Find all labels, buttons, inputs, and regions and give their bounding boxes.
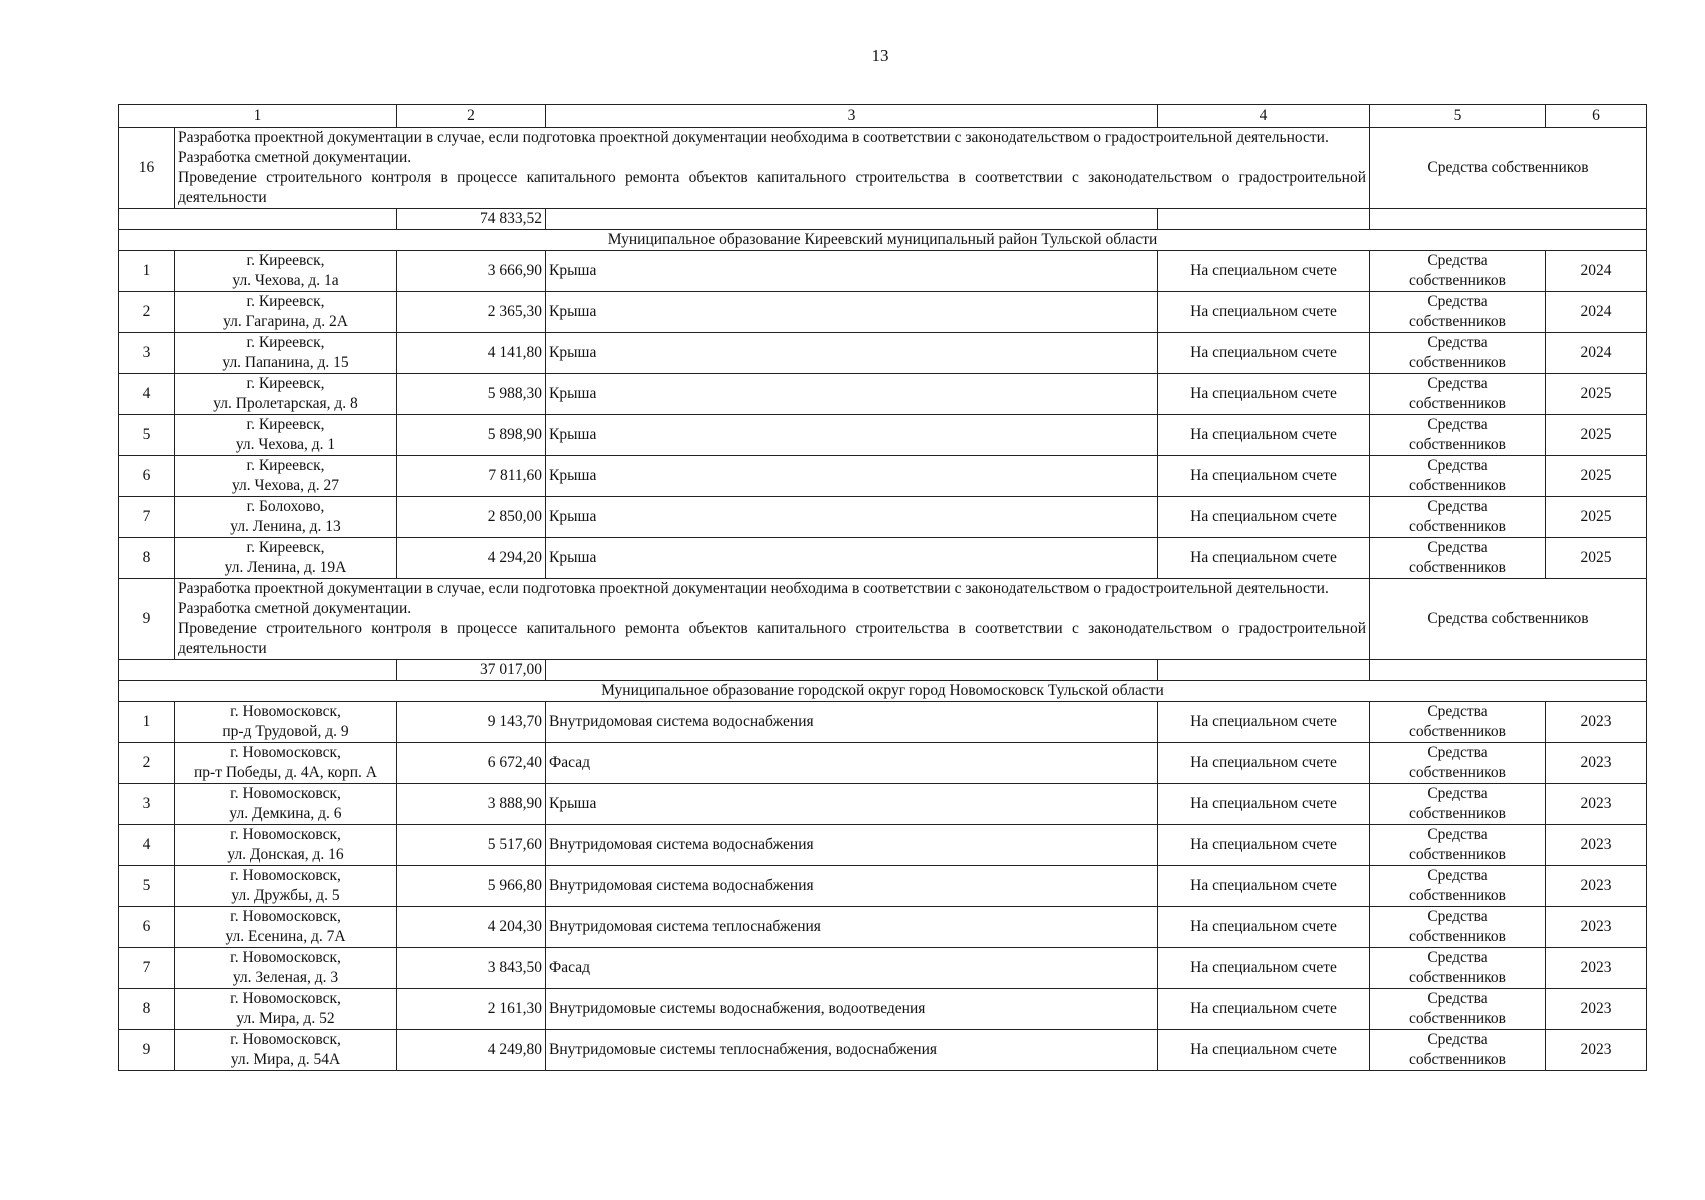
funding-line-2: собственников	[1409, 723, 1506, 740]
note-row	[119, 579, 1647, 660]
address-street: ул. Чехова, д. 1а	[232, 272, 339, 289]
total-empty-3	[546, 660, 1158, 681]
note-line: Проведение строительного контроля в процессе капитального ремонта объектов капитального строительства в соответствии с законодательством о градостроительной деятельности	[178, 169, 1366, 206]
funding-line-2: собственников	[1409, 969, 1506, 986]
funding-line-1: Средства	[1427, 990, 1488, 1007]
funding-source	[1370, 948, 1546, 989]
repair-year: 2023	[1546, 702, 1647, 743]
row-number: 2	[119, 743, 175, 784]
address-street: ул. Чехова, д. 27	[231, 477, 340, 494]
repair-year: 2024	[1546, 333, 1647, 374]
funding-source	[1370, 825, 1546, 866]
repair-year: 2023	[1546, 907, 1647, 948]
address-street: ул. Папанина, д. 15	[222, 354, 349, 371]
account-type: На специальном счете	[1158, 456, 1370, 497]
table-row	[119, 292, 1647, 333]
address-city: г. Киреевск,	[246, 293, 325, 310]
account-type: На специальном счете	[1158, 374, 1370, 415]
account-type: На специальном счете	[1158, 825, 1370, 866]
note-line: Разработка сметной документации.	[178, 600, 412, 617]
account-type: На специальном счете	[1158, 251, 1370, 292]
funding-source	[1370, 251, 1546, 292]
area-value: 9 143,70	[397, 702, 546, 743]
account-type: На специальном счете	[1158, 743, 1370, 784]
funding-line-2: собственников	[1409, 1051, 1506, 1068]
account-type: На специальном счете	[1158, 702, 1370, 743]
funding-line-1: Средства	[1427, 334, 1488, 351]
address-cell	[175, 743, 397, 784]
funding-line-1: Средства	[1427, 293, 1488, 310]
note-number: 16	[119, 128, 175, 209]
funding-line-1: Средства	[1427, 867, 1488, 884]
work-type: Крыша	[546, 784, 1158, 825]
address-street: ул. Зеленая, д. 3	[232, 969, 339, 986]
repair-year: 2025	[1546, 415, 1647, 456]
funding-line-1: Средства	[1427, 949, 1488, 966]
address-cell	[175, 292, 397, 333]
work-type: Крыша	[546, 333, 1158, 374]
funding-source	[1370, 907, 1546, 948]
area-value: 3 888,90	[397, 784, 546, 825]
address-city: г. Киреевск,	[246, 375, 325, 392]
funding-source	[1370, 743, 1546, 784]
page-number: 13	[871, 46, 889, 65]
area-value: 2 161,30	[397, 989, 546, 1030]
funding-source	[1370, 374, 1546, 415]
repair-year: 2023	[1546, 825, 1647, 866]
area-value: 5 988,30	[397, 374, 546, 415]
table-row	[119, 333, 1647, 374]
funding-line-2: собственников	[1409, 928, 1506, 945]
note-number: 9	[119, 579, 175, 660]
funding-line-2: собственников	[1409, 436, 1506, 453]
funding-source	[1370, 497, 1546, 538]
address-street: ул. Гагарина, д. 2А	[223, 313, 348, 330]
section-title: Муниципальное образование городской округ город Новомосковск Тульской области	[119, 681, 1647, 702]
note-line: Проведение строительного контроля в процессе капитального ремонта объектов капитального строительства в соответствии с законодательством о градостроительной деятельности	[178, 620, 1366, 657]
work-type: Внутридомовая система водоснабжения	[546, 866, 1158, 907]
funding-line-1: Средства	[1427, 375, 1488, 392]
table-row	[119, 456, 1647, 497]
repair-year: 2023	[1546, 866, 1647, 907]
funding-line-1: Средства	[1427, 1031, 1488, 1048]
funding-line-2: собственников	[1409, 846, 1506, 863]
address-city: г. Новомосковск,	[230, 1031, 341, 1048]
repair-year: 2025	[1546, 374, 1647, 415]
address-cell	[175, 702, 397, 743]
row-number: 4	[119, 374, 175, 415]
row-number: 1	[119, 702, 175, 743]
account-type: На специальном счете	[1158, 1030, 1370, 1071]
work-type: Внутридомовые системы водоснабжения, водоотведения	[546, 989, 1158, 1030]
funding-source	[1370, 989, 1546, 1030]
address-cell	[175, 415, 397, 456]
funding-line-2: собственников	[1409, 1010, 1506, 1027]
address-city: г. Киреевск,	[246, 457, 325, 474]
work-type: Внутридомовая система водоснабжения	[546, 702, 1158, 743]
funding-line-2: собственников	[1409, 764, 1506, 781]
funding-line-1: Средства	[1427, 744, 1488, 761]
address-city: г. Новомосковск,	[230, 785, 341, 802]
work-type: Крыша	[546, 251, 1158, 292]
address-city: г. Новомосковск,	[230, 867, 341, 884]
funding-source	[1370, 538, 1546, 579]
work-type: Внутридомовые системы теплоснабжения, водоснабжения	[546, 1030, 1158, 1071]
header-col-2: 2	[397, 105, 546, 128]
table-row	[119, 374, 1647, 415]
address-street: ул. Мира, д. 52	[236, 1010, 335, 1027]
account-type: На специальном счете	[1158, 784, 1370, 825]
address-street: ул. Пролетарская, д. 8	[213, 395, 358, 412]
funding-line-1: Средства	[1427, 785, 1488, 802]
area-value: 2 850,00	[397, 497, 546, 538]
row-number: 1	[119, 251, 175, 292]
header-col-6: 6	[1546, 105, 1647, 128]
total-empty-4	[1158, 660, 1370, 681]
section-title: Муниципальное образование Киреевский муниципальный район Тульской области	[119, 230, 1647, 251]
address-city: г. Новомосковск,	[230, 826, 341, 843]
address-city: г. Новомосковск,	[230, 908, 341, 925]
note-line: Разработка проектной документации в случае, если подготовка проектной документации необходима в соответствии с законодательством о градостроительной деятельности.	[178, 580, 1329, 597]
total-empty-4	[1158, 209, 1370, 230]
funding-line-2: собственников	[1409, 559, 1506, 576]
work-type: Фасад	[546, 743, 1158, 784]
note-funding: Средства собственников	[1370, 128, 1647, 209]
funding-line-1: Средства	[1427, 826, 1488, 843]
total-row	[119, 209, 1647, 230]
area-value: 5 966,80	[397, 866, 546, 907]
address-cell	[175, 456, 397, 497]
header-col-1: 1	[119, 105, 397, 128]
area-value: 4 204,30	[397, 907, 546, 948]
work-type: Крыша	[546, 374, 1158, 415]
table-row	[119, 948, 1647, 989]
address-street: ул. Демкина, д. 6	[229, 805, 342, 822]
address-street: ул. Дружбы, д. 5	[231, 887, 340, 904]
repair-year: 2024	[1546, 251, 1647, 292]
funding-line-1: Средства	[1427, 416, 1488, 433]
total-empty-5	[1370, 660, 1647, 681]
area-value: 4 294,20	[397, 538, 546, 579]
row-number: 6	[119, 456, 175, 497]
address-street: ул. Мира, д. 54А	[230, 1051, 341, 1068]
table-row	[119, 538, 1647, 579]
section-title-row	[119, 681, 1647, 702]
total-empty-3	[546, 209, 1158, 230]
funding-line-2: собственников	[1409, 272, 1506, 289]
account-type: На специальном счете	[1158, 989, 1370, 1030]
address-street: ул. Есенина, д. 7А	[225, 928, 346, 945]
capital-repair-table	[118, 104, 1647, 1071]
funding-source	[1370, 415, 1546, 456]
table-row	[119, 415, 1647, 456]
note-funding: Средства собственников	[1370, 579, 1647, 660]
address-cell	[175, 825, 397, 866]
account-type: На специальном счете	[1158, 333, 1370, 374]
account-type: На специальном счете	[1158, 497, 1370, 538]
address-street: пр-т Победы, д. 4А, корп. А	[193, 764, 378, 781]
funding-source	[1370, 702, 1546, 743]
funding-line-2: собственников	[1409, 887, 1506, 904]
note-text	[175, 579, 1370, 660]
table-row	[119, 702, 1647, 743]
repair-year: 2023	[1546, 948, 1647, 989]
address-cell	[175, 866, 397, 907]
funding-source	[1370, 1030, 1546, 1071]
address-city: г. Киреевск,	[246, 539, 325, 556]
account-type: На специальном счете	[1158, 292, 1370, 333]
address-cell	[175, 251, 397, 292]
funding-line-2: собственников	[1409, 477, 1506, 494]
address-cell	[175, 497, 397, 538]
funding-line-2: собственников	[1409, 313, 1506, 330]
funding-source	[1370, 456, 1546, 497]
header-col-5: 5	[1370, 105, 1546, 128]
funding-source	[1370, 292, 1546, 333]
address-city: г. Новомосковск,	[230, 990, 341, 1007]
repair-year: 2025	[1546, 497, 1647, 538]
funding-line-1: Средства	[1427, 252, 1488, 269]
table-row	[119, 743, 1647, 784]
work-type: Крыша	[546, 456, 1158, 497]
total-area: 74 833,52	[397, 209, 546, 230]
address-city: г. Киреевск,	[246, 334, 325, 351]
row-number: 5	[119, 415, 175, 456]
address-city: г. Новомосковск,	[230, 744, 341, 761]
header-col-3: 3	[546, 105, 1158, 128]
funding-line-2: собственников	[1409, 805, 1506, 822]
total-empty-1	[119, 660, 397, 681]
header-col-4: 4	[1158, 105, 1370, 128]
repair-year: 2023	[1546, 743, 1647, 784]
address-cell	[175, 784, 397, 825]
address-city: г. Новомосковск,	[230, 949, 341, 966]
funding-line-2: собственников	[1409, 518, 1506, 535]
area-value: 3 666,90	[397, 251, 546, 292]
address-cell	[175, 989, 397, 1030]
area-value: 7 811,60	[397, 456, 546, 497]
note-line: Разработка проектной документации в случае, если подготовка проектной документации необходима в соответствии с законодательством о градостроительной деятельности.	[178, 129, 1329, 146]
note-text	[175, 128, 1370, 209]
area-value: 5 898,90	[397, 415, 546, 456]
area-value: 3 843,50	[397, 948, 546, 989]
area-value: 5 517,60	[397, 825, 546, 866]
funding-line-1: Средства	[1427, 908, 1488, 925]
row-number: 9	[119, 1030, 175, 1071]
repair-year: 2023	[1546, 1030, 1647, 1071]
table-row	[119, 907, 1647, 948]
row-number: 8	[119, 989, 175, 1030]
row-number: 4	[119, 825, 175, 866]
address-street: пр-д Трудовой, д. 9	[222, 723, 349, 740]
column-number-header	[119, 105, 1647, 128]
area-value: 4 141,80	[397, 333, 546, 374]
table-row	[119, 1030, 1647, 1071]
table-row	[119, 251, 1647, 292]
account-type: На специальном счете	[1158, 948, 1370, 989]
area-value: 6 672,40	[397, 743, 546, 784]
work-type: Внутридомовая система теплоснабжения	[546, 907, 1158, 948]
note-line: Разработка сметной документации.	[178, 149, 412, 166]
funding-line-1: Средства	[1427, 539, 1488, 556]
row-number: 7	[119, 497, 175, 538]
address-street: ул. Ленина, д. 13	[230, 518, 341, 535]
address-city: г. Киреевск,	[246, 416, 325, 433]
repair-year: 2023	[1546, 784, 1647, 825]
total-empty-1	[119, 209, 397, 230]
area-value: 2 365,30	[397, 292, 546, 333]
row-number: 6	[119, 907, 175, 948]
funding-line-1: Средства	[1427, 457, 1488, 474]
repair-year: 2023	[1546, 989, 1647, 1030]
table-row	[119, 784, 1647, 825]
address-cell	[175, 1030, 397, 1071]
work-type: Фасад	[546, 948, 1158, 989]
total-empty-5	[1370, 209, 1647, 230]
area-value: 4 249,80	[397, 1030, 546, 1071]
address-cell	[175, 538, 397, 579]
account-type: На специальном счете	[1158, 866, 1370, 907]
funding-source	[1370, 333, 1546, 374]
work-type: Крыша	[546, 415, 1158, 456]
address-cell	[175, 907, 397, 948]
account-type: На специальном счете	[1158, 907, 1370, 948]
table-row	[119, 866, 1647, 907]
work-type: Внутридомовая система водоснабжения	[546, 825, 1158, 866]
funding-source	[1370, 866, 1546, 907]
total-area: 37 017,00	[397, 660, 546, 681]
funding-line-1: Средства	[1427, 498, 1488, 515]
funding-line-1: Средства	[1427, 703, 1488, 720]
row-number: 2	[119, 292, 175, 333]
total-row	[119, 660, 1647, 681]
table-row	[119, 989, 1647, 1030]
address-street: ул. Ленина, д. 19А	[224, 559, 347, 576]
note-row	[119, 128, 1647, 209]
address-city: г. Киреевск,	[246, 252, 325, 269]
address-city: г. Болохово,	[246, 498, 325, 515]
table-row	[119, 497, 1647, 538]
row-number: 7	[119, 948, 175, 989]
table-row	[119, 825, 1647, 866]
work-type: Крыша	[546, 292, 1158, 333]
address-cell	[175, 374, 397, 415]
section-title-row	[119, 230, 1647, 251]
row-number: 3	[119, 333, 175, 374]
repair-year: 2024	[1546, 292, 1647, 333]
address-street: ул. Чехова, д. 1	[235, 436, 336, 453]
address-cell	[175, 333, 397, 374]
funding-line-2: собственников	[1409, 354, 1506, 371]
row-number: 3	[119, 784, 175, 825]
account-type: На специальном счете	[1158, 538, 1370, 579]
funding-source	[1370, 784, 1546, 825]
work-type: Крыша	[546, 497, 1158, 538]
work-type: Крыша	[546, 538, 1158, 579]
address-cell	[175, 948, 397, 989]
repair-year: 2025	[1546, 456, 1647, 497]
row-number: 8	[119, 538, 175, 579]
address-street: ул. Донская, д. 16	[227, 846, 344, 863]
funding-line-2: собственников	[1409, 395, 1506, 412]
repair-year: 2025	[1546, 538, 1647, 579]
address-city: г. Новомосковск,	[230, 703, 341, 720]
row-number: 5	[119, 866, 175, 907]
account-type: На специальном счете	[1158, 415, 1370, 456]
